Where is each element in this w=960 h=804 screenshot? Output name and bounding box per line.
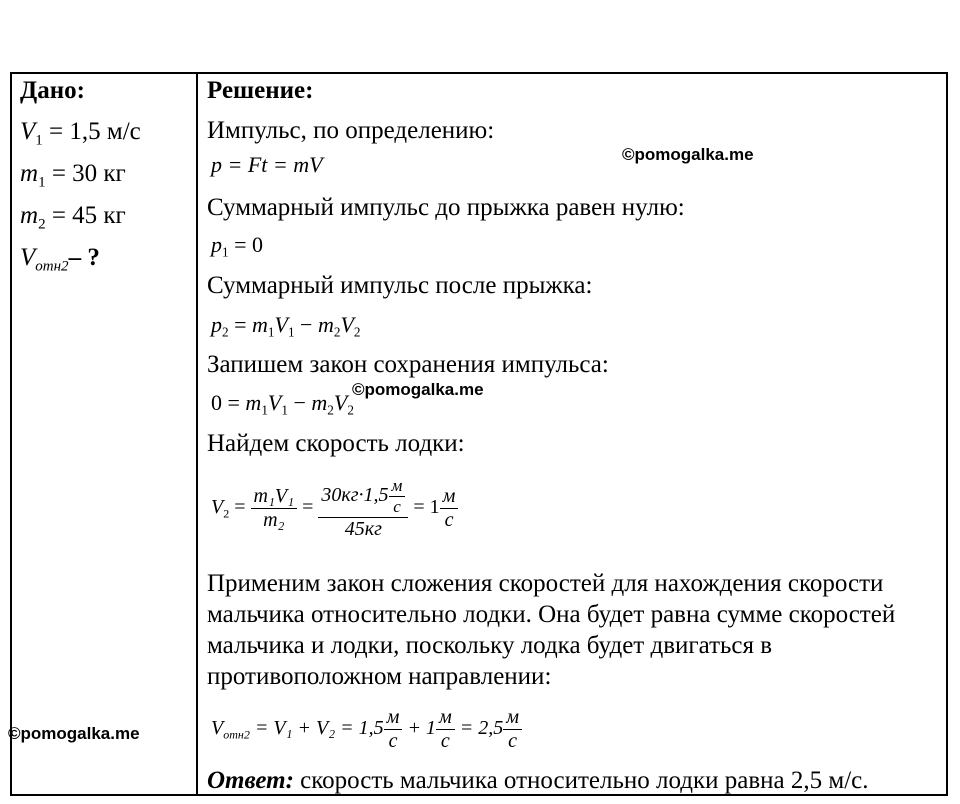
step2-formula: $p_1 = 0$	[211, 232, 264, 260]
step3-text: Суммарный импульс после прыжка:	[207, 272, 593, 299]
given-find: $V_{отн2}-$ ?	[20, 244, 100, 275]
step2-text: Суммарный импульс до прыжка равен нулю:	[207, 194, 685, 221]
step5-formula: $V_2$ = $\frac{\text{m₁V₁}}{\text{m₂}}$ = 30кг·1,5 $\frac{м}{с}$ 45кг = 1 $\frac{м}{с}$	[211, 476, 458, 541]
step4-text: Запишем закон сохранения импульса:	[207, 351, 609, 378]
step5-text: Найдем скорость лодки:	[207, 430, 465, 457]
given-m1: $m_1 = 30$ кг	[20, 160, 126, 191]
answer-label: Ответ:	[207, 767, 294, 794]
step4-formula: $0 = m_1V_1 - m_2V_2$	[211, 390, 354, 418]
unit-m-per-s-1: $\frac{м}{с}$	[384, 706, 403, 753]
unit-m-per-s: $\frac{м}{с}$	[440, 485, 459, 532]
fraction-m1v1-over-m2: $\frac{\text{m₁V₁}}{\text{m₂}}$	[251, 485, 298, 532]
step1-formula: p = Ft = mV	[211, 152, 323, 177]
answer-line	[207, 766, 869, 796]
answer-text: скорость мальчика относительно лодки равна 2,5 м/с.	[293, 767, 869, 794]
unit-m-per-s-3: $\frac{м}{с}$	[503, 706, 522, 753]
solution-header: Решение:	[207, 77, 314, 104]
column-divider	[196, 72, 198, 796]
watermark-2: ©pomogalka.me	[352, 380, 484, 399]
given-column	[20, 76, 196, 275]
watermark-1: ©pomogalka.me	[622, 145, 754, 164]
step3-formula: $p_2 = m_1V_1 - m_2V_2$	[211, 312, 361, 340]
fraction-numeric: 30кг·1,5 $\frac{м}{с}$ 45кг	[318, 476, 408, 541]
final-formula: $V_{отн2} = V_1 + V_2 = 1,5$ $\frac{м}{с}$ + 1 $\frac{м}{с}$ = 2,5 $\frac{м}{с}$	[211, 706, 522, 753]
step1-text: Импульс, по определению:	[207, 117, 495, 144]
watermark-3: ©pomogalka.me	[8, 724, 140, 743]
unit-m-per-s-2: $\frac{м}{с}$	[436, 706, 455, 753]
given-v1: $V_1 = 1,5$ м/с	[20, 118, 141, 149]
given-header: Дано:	[20, 77, 85, 104]
step6-text: Применим закон сложения скоростей для нахождения скорости мальчика относительно лодки. Она будет равна сумме скоростей мальчика и лодки, поскольку лодка будет двигаться в противоположном направлении:	[207, 570, 896, 690]
given-m2: $m_2 = 45$ кг	[20, 202, 126, 233]
